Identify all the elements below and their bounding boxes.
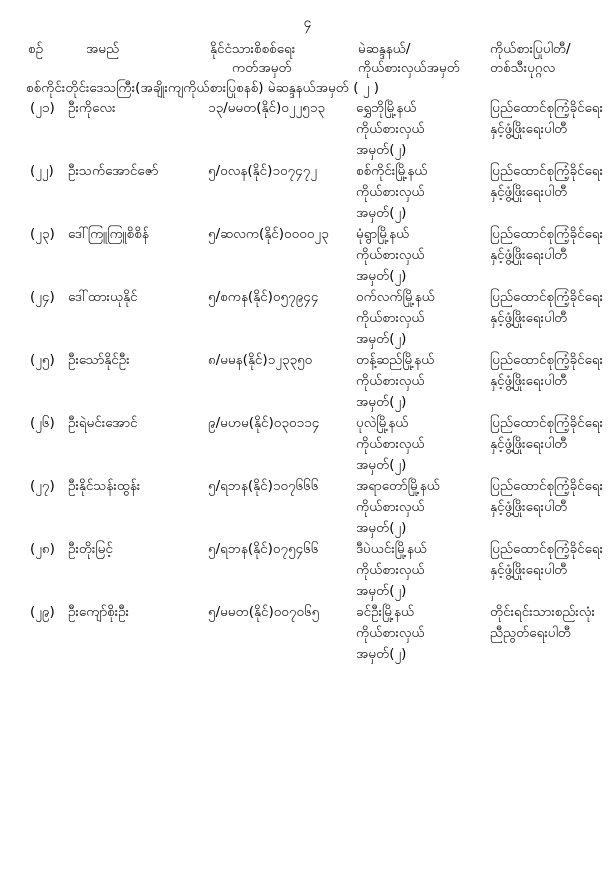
section-heading: စစ်ကိုင်းတိုင်းဒေသကြီး(အချိုးကျကိုယ်စားပြုစနစ်) မဲဆန္ဒနယ်အမှတ် ( ၂ ) — [26, 80, 379, 96]
table-row — [26, 350, 613, 413]
row-constituency: ခင်ဦးမြို့နယ် ကိုယ်စားလှယ် အမှတ်(၂) — [356, 604, 425, 662]
row-name: ဦးကိုလေး — [68, 100, 116, 116]
row-no: (၂၁) — [30, 100, 55, 116]
row-no: (၂၇) — [30, 478, 55, 494]
table-row — [26, 602, 613, 665]
row-nrc: ၅/မမတ(နိုင်)၀၀၇၀၆၅ — [208, 604, 320, 620]
row-constituency: ရွှေဘိုမြို့နယ် ကိုယ်စားလှယ် အမှတ်(၂) — [356, 100, 425, 158]
row-name: ဦးတိုးမြင့် — [68, 541, 113, 557]
row-name: ဦးသော်နိုင်ဦး — [68, 352, 130, 368]
row-party: ပြည်ထောင်စုကြံ့ခိုင်ရေး နှင့်ဖွံ့ဖြိုးရေးပါတီ — [490, 541, 604, 578]
row-nrc: ၉/မဟမ(နိုင်)၀၃၀၁၁၄ — [208, 415, 320, 431]
table-row — [26, 476, 613, 539]
table-row — [26, 539, 613, 602]
row-no: (၂၆) — [30, 415, 55, 431]
candidate-table — [26, 40, 613, 665]
row-nrc: ၅/၀လန(နိုင်)၁၀၇၄၇၂ — [208, 163, 317, 179]
table-header-row — [26, 40, 613, 78]
row-constituency: ဒီပဲယင်းမြို့နယ် ကိုယ်စားလှယ် အမှတ်(၂) — [356, 541, 427, 599]
section-heading-row — [26, 78, 613, 98]
row-constituency: တန့်ဆည်မြို့နယ် ကိုယ်စားလှယ် အမှတ်(၂) — [356, 352, 435, 410]
table-row — [26, 161, 613, 224]
row-party: ပြည်ထောင်စုကြံ့ခိုင်ရေး နှင့်ဖွံ့ဖြိုးရေးပါတီ — [490, 415, 604, 452]
row-no: (၂၄) — [30, 289, 55, 305]
column-header-no: စဉ် — [28, 41, 44, 57]
row-no: (၂၅) — [30, 352, 55, 368]
row-nrc: ၅/စကန(နိုင်)၀၅၇၉၄၄ — [208, 289, 319, 305]
row-name: ဦးရဲမင်းအောင် — [68, 415, 138, 431]
row-constituency: စစ်ကိုင်းမြို့နယ် ကိုယ်စားလှယ် အမှတ်(၂) — [356, 163, 428, 221]
row-nrc: ၁၃/မမတ(နိုင်)၀၂၂၅၁၃ — [208, 100, 325, 116]
row-constituency: မုံရွာမြို့နယ် ကိုယ်စားလှယ် အမှတ်(၂) — [356, 226, 425, 284]
column-header-party: ကိုယ်စားပြုပါတီ/ တစ်သီးပုဂ္ဂလ — [490, 41, 571, 76]
row-party: ပြည်ထောင်စုကြံ့ခိုင်ရေး နှင့်ဖွံ့ဖြိုးရေးပါတီ — [490, 289, 604, 326]
table-row — [26, 224, 613, 287]
row-no: (၂၂) — [30, 163, 54, 179]
row-constituency: အရာတော်မြို့နယ် ကိုယ်စားလှယ် အမှတ်(၂) — [356, 478, 440, 536]
row-name: ဒေါ်ထားယုနိုင် — [68, 289, 138, 305]
row-party: တိုင်းရင်းသားစည်းလုံး ညီညွတ်ရေးပါတီ — [490, 604, 595, 641]
table-row — [26, 287, 613, 350]
row-name: ဦးနိုင်သန်းထွန်း — [68, 478, 141, 494]
row-no: (၂၉) — [30, 604, 55, 620]
row-nrc: ၅/ရဘန(နိုင်)၁၀၇၆၆၆ — [208, 478, 319, 494]
column-header-constituency: မဲဆန္ဒနယ်/ ကိုယ်စားလှယ်အမှတ် — [358, 41, 460, 76]
page-number: ၄ — [303, 15, 312, 31]
table-row — [26, 413, 613, 476]
row-nrc: ၅/ဆလက(နိုင်)၀၀၀၀၂၃ — [208, 226, 329, 242]
row-name: ဦးသက်အောင်ဇော် — [68, 163, 159, 179]
row-no: (၂၃) — [30, 226, 55, 242]
row-name: ဒေါ်ကြူကြူစိစိန် — [68, 226, 149, 242]
row-party: ပြည်ထောင်စုကြံ့ခိုင်ရေး နှင့်ဖွံ့ဖြိုးရေးပါတီ — [490, 163, 604, 200]
row-nrc: ၈/မမန(နိုင်)၁၂၃၃၅၀ — [208, 352, 313, 368]
row-constituency: ဝက်လက်မြို့နယ် ကိုယ်စားလှယ် အမှတ်(၂) — [356, 289, 435, 347]
row-nrc: ၅/ရဘန(နိုင်)၀၇၅၄၆၆ — [208, 541, 319, 557]
row-no: (၂၈) — [30, 541, 55, 557]
row-constituency: ပုလဲမြို့နယ် ကိုယ်စားလှယ် အမှတ်(၂) — [356, 415, 425, 473]
row-party: ပြည်ထောင်စုကြံ့ခိုင်ရေး နှင့်ဖွံ့ဖြိုးရေးပါတီ — [490, 226, 604, 263]
table-row — [26, 98, 613, 161]
row-party: ပြည်ထောင်စုကြံ့ခိုင်ရေး နှင့်ဖွံ့ဖြိုးရေးပါတီ — [490, 352, 604, 389]
row-party: ပြည်ထောင်စုကြံ့ခိုင်ရေး နှင့်ဖွံ့ဖြိုးရေးပါတီ — [490, 100, 604, 137]
row-party: ပြည်ထောင်စုကြံ့ခိုင်ရေး နှင့်ဖွံ့ဖြိုးရေးပါတီ — [490, 478, 604, 515]
column-header-name: အမည် — [86, 41, 120, 57]
column-header-nrc: နိုင်ငံသားစိစစ်ရေး ကတ်အမှတ် — [210, 41, 296, 76]
row-name: ဦးကျော်စိုးဦး — [68, 604, 130, 620]
